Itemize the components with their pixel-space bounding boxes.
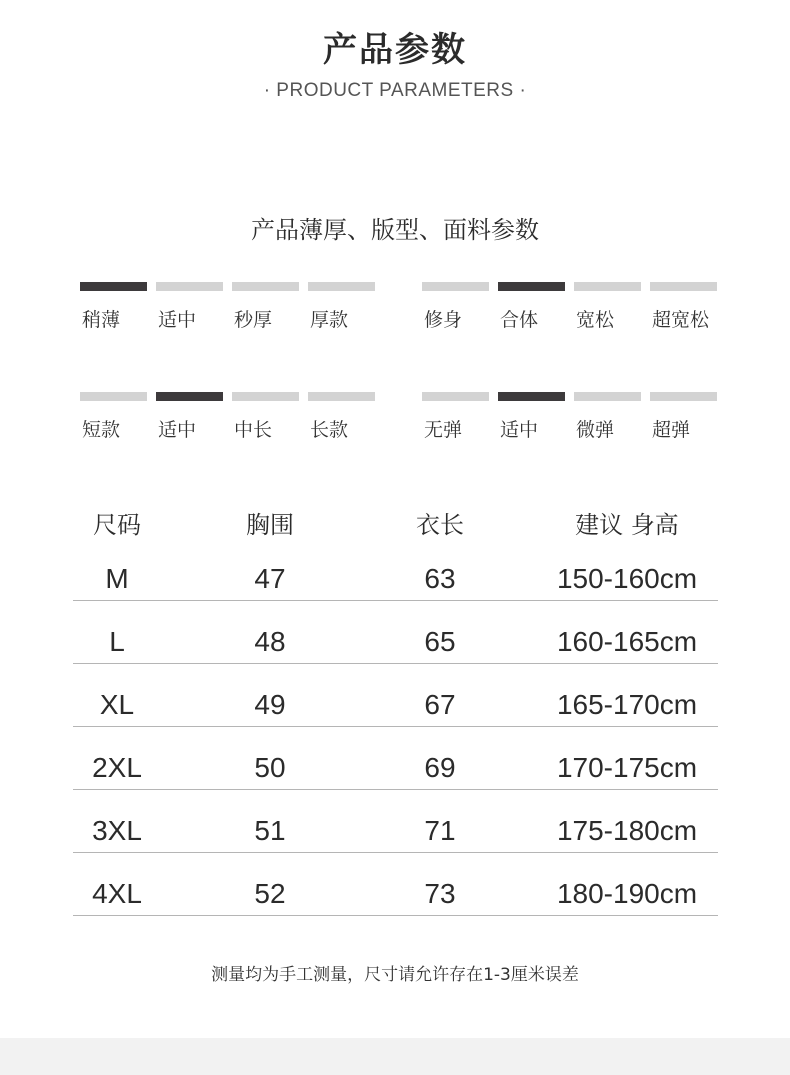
- table-row-divider: [73, 663, 718, 664]
- table-cell: 150-160cm: [556, 563, 698, 594]
- param-bar: [650, 392, 717, 401]
- param-option-label: 长款: [310, 419, 349, 441]
- param-bar: [308, 282, 375, 291]
- param-option-label: 微弹: [576, 419, 615, 441]
- header-height: 建议 身高: [575, 511, 679, 539]
- table-cell: 67: [424, 689, 456, 720]
- table-cell: 160-165cm: [556, 626, 698, 657]
- table-cell: 3XL: [92, 815, 142, 846]
- param-option-label: 适中: [158, 309, 197, 331]
- table-cell: 73: [424, 878, 456, 909]
- table-cell: 170-175cm: [556, 752, 698, 783]
- table-cell: 48: [254, 626, 286, 657]
- param-bar: [308, 392, 375, 401]
- param-bar: [650, 282, 717, 291]
- param-bar: [232, 392, 299, 401]
- param-option-label: 适中: [500, 419, 539, 441]
- table-cell: 65: [424, 626, 456, 657]
- page-title: 产品参数: [323, 30, 467, 70]
- table-cell: 71: [424, 815, 456, 846]
- param-bar: [574, 282, 641, 291]
- header-size: 尺码: [93, 511, 141, 539]
- table-cell: 49: [254, 689, 286, 720]
- table-cell: 175-180cm: [556, 815, 698, 846]
- table-row-divider: [73, 852, 718, 853]
- param-option-label: 超弹: [652, 419, 691, 441]
- table-cell: XL: [99, 689, 135, 720]
- table-row-divider: [73, 915, 718, 916]
- table-cell: M: [105, 563, 129, 594]
- table-cell: 165-170cm: [556, 689, 698, 720]
- param-option-label: 秒厚: [234, 309, 273, 331]
- table-cell: L: [109, 626, 125, 657]
- measurement-note: 测量均为手工测量，尺寸请允许存在1-3厘米误差: [211, 965, 579, 985]
- table-row-divider: [73, 789, 718, 790]
- table-row-divider: [73, 600, 718, 601]
- table-cell: 180-190cm: [556, 878, 698, 909]
- param-option-label: 超宽松: [652, 309, 710, 331]
- table-cell: 2XL: [92, 752, 142, 783]
- param-bar-selected: [80, 282, 147, 291]
- table-row-divider: [73, 726, 718, 727]
- params-section-title: 产品薄厚、版型、面料参数: [251, 216, 539, 244]
- header-chest: 胸围: [246, 511, 294, 539]
- param-option-label: 宽松: [576, 309, 615, 331]
- param-bar-selected: [156, 392, 223, 401]
- header-length: 衣长: [416, 511, 464, 539]
- table-cell: 69: [424, 752, 456, 783]
- table-cell: 51: [254, 815, 286, 846]
- table-cell: 4XL: [92, 878, 142, 909]
- table-cell: 63: [424, 563, 456, 594]
- param-bar: [80, 392, 147, 401]
- param-bar: [156, 282, 223, 291]
- param-option-label: 适中: [158, 419, 197, 441]
- page-subtitle: · PRODUCT PARAMETERS ·: [263, 80, 527, 101]
- param-option-label: 短款: [82, 419, 121, 441]
- param-option-label: 中长: [234, 419, 273, 441]
- table-cell: 52: [254, 878, 286, 909]
- param-bar-selected: [498, 392, 565, 401]
- table-cell: 47: [254, 563, 286, 594]
- param-option-label: 厚款: [310, 309, 349, 331]
- param-option-label: 修身: [424, 309, 463, 331]
- param-bar: [574, 392, 641, 401]
- param-bar-selected: [498, 282, 565, 291]
- param-bar: [422, 392, 489, 401]
- param-option-label: 稍薄: [82, 309, 121, 331]
- param-bar: [422, 282, 489, 291]
- param-option-label: 合体: [500, 309, 539, 331]
- param-bar: [232, 282, 299, 291]
- table-cell: 50: [254, 752, 286, 783]
- param-option-label: 无弹: [424, 419, 463, 441]
- bottom-band: [0, 1038, 790, 1075]
